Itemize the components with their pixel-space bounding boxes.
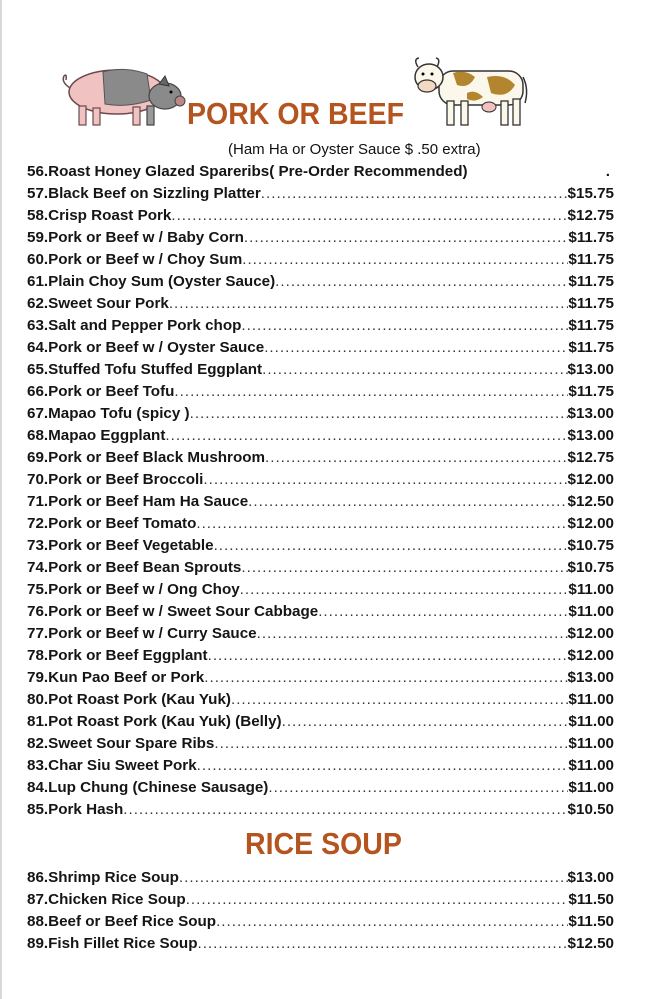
menu-item-price: $12.50 bbox=[567, 935, 614, 952]
menu-item bbox=[27, 579, 614, 601]
dot-leader bbox=[268, 777, 568, 799]
dot-leader bbox=[214, 733, 568, 755]
menu-item bbox=[27, 755, 614, 777]
menu-item-price: $11.00 bbox=[568, 713, 614, 730]
menu-item-name: 67.Mapao Tofu (spicy ) bbox=[27, 405, 190, 422]
menu-item-price: $12.00 bbox=[567, 647, 614, 664]
menu-item-price: $11.00 bbox=[568, 603, 614, 620]
menu-item-name: 57.Black Beef on Sizzling Platter bbox=[27, 185, 261, 202]
menu-item bbox=[27, 359, 614, 381]
cow-illustration bbox=[409, 55, 531, 129]
menu-item bbox=[27, 535, 614, 557]
menu-item-name: 85.Pork Hash bbox=[27, 801, 124, 818]
menu-item-name: 78.Pork or Beef Eggplant bbox=[27, 647, 208, 664]
menu-item bbox=[27, 227, 614, 249]
menu-item-name: 86.Shrimp Rice Soup bbox=[27, 869, 179, 886]
menu-item bbox=[27, 161, 614, 183]
dot-leader bbox=[208, 645, 568, 667]
menu-item-price: $10.75 bbox=[567, 559, 614, 576]
menu-item-name: 80.Pot Roast Pork (Kau Yuk) bbox=[27, 691, 231, 708]
menu-item-name: 69.Pork or Beef Black Mushroom bbox=[27, 449, 266, 466]
menu-item-name: 58.Crisp Roast Pork bbox=[27, 207, 172, 224]
menu-item-name: 59.Pork or Beef w / Baby Corn bbox=[27, 229, 244, 246]
menu-item bbox=[27, 491, 614, 513]
menu-item-price: $12.00 bbox=[567, 515, 614, 532]
menu-item bbox=[27, 249, 614, 271]
menu-item-name: 62.Sweet Sour Pork bbox=[27, 295, 169, 312]
rice-soup-menu-list bbox=[27, 867, 614, 955]
menu-item-name: 82.Sweet Sour Spare Ribs bbox=[27, 735, 215, 752]
section-title-pork-or-beef: PORK OR BEEF bbox=[187, 96, 405, 131]
dot-leader bbox=[282, 711, 569, 733]
menu-item-price: $11.75 bbox=[568, 273, 614, 290]
menu-item-price: $11.00 bbox=[568, 757, 614, 774]
menu-item-name: 61.Plain Choy Sum (Oyster Sauce) bbox=[27, 273, 276, 290]
dot-leader bbox=[262, 359, 567, 381]
menu-item-price: $11.50 bbox=[568, 913, 614, 930]
dot-leader bbox=[265, 447, 568, 469]
menu-item-price: $15.75 bbox=[567, 185, 614, 202]
menu-item-name: 89.Fish Fillet Rice Soup bbox=[27, 935, 198, 952]
menu-item bbox=[27, 911, 614, 933]
menu-item bbox=[27, 601, 614, 623]
dot-leader bbox=[196, 513, 567, 535]
menu-item-price: $11.75 bbox=[568, 229, 614, 246]
menu-item-name: 77.Pork or Beef w / Curry Sauce bbox=[27, 625, 257, 642]
dot-leader bbox=[242, 249, 568, 271]
menu-item-price: $13.00 bbox=[567, 869, 614, 886]
menu-item-name: 83.Char Siu Sweet Pork bbox=[27, 757, 197, 774]
menu-item-price: $10.50 bbox=[567, 801, 614, 818]
menu-item bbox=[27, 447, 614, 469]
menu-item-price: $11.75 bbox=[568, 251, 614, 268]
dot-leader bbox=[123, 799, 567, 821]
menu-item bbox=[27, 381, 614, 403]
menu-item bbox=[27, 689, 614, 711]
pig-illustration bbox=[55, 64, 189, 128]
menu-item-price: $11.75 bbox=[568, 295, 614, 312]
menu-item-name: 72.Pork or Beef Tomato bbox=[27, 515, 197, 532]
menu-item-price: $11.00 bbox=[568, 779, 614, 796]
dot-leader bbox=[244, 227, 568, 249]
menu-item-price: $10.75 bbox=[567, 537, 614, 554]
dot-leader bbox=[216, 911, 568, 933]
menu-item bbox=[27, 711, 614, 733]
menu-item bbox=[27, 293, 614, 315]
menu-item bbox=[27, 799, 614, 821]
menu-item bbox=[27, 889, 614, 911]
menu-item bbox=[27, 733, 614, 755]
menu-item bbox=[27, 557, 614, 579]
dot-leader bbox=[264, 337, 568, 359]
menu-item-price: $12.75 bbox=[567, 449, 614, 466]
menu-item-price: $11.75 bbox=[568, 317, 614, 334]
menu-item bbox=[27, 623, 614, 645]
menu-item-price: $12.00 bbox=[567, 625, 614, 642]
dot-leader bbox=[231, 689, 568, 711]
menu-item bbox=[27, 271, 614, 293]
menu-item-name: 87.Chicken Rice Soup bbox=[27, 891, 186, 908]
menu-item-name: 65.Stuffed Tofu Stuffed Eggplant bbox=[27, 361, 263, 378]
menu-item bbox=[27, 425, 614, 447]
dot-leader bbox=[186, 889, 569, 911]
dot-leader bbox=[197, 755, 569, 777]
dot-leader bbox=[241, 315, 568, 337]
menu-item-name: 75.Pork or Beef w / Ong Choy bbox=[27, 581, 240, 598]
menu-item-price: $11.00 bbox=[568, 581, 614, 598]
dot-leader bbox=[171, 205, 567, 227]
menu-item-price: $12.50 bbox=[567, 493, 614, 510]
dot-leader bbox=[257, 623, 568, 645]
menu-item-name: 66.Pork or Beef Tofu bbox=[27, 383, 175, 400]
menu-item-name: 56.Roast Honey Glazed Spareribs( Pre-Order Recommended) bbox=[27, 163, 468, 180]
section-title-rice-soup: RICE SOUP bbox=[245, 826, 402, 861]
dot-leader bbox=[240, 579, 569, 601]
menu-item-price: $13.00 bbox=[567, 361, 614, 378]
dot-leader bbox=[179, 867, 568, 889]
menu-item-price: $11.00 bbox=[568, 691, 614, 708]
menu-item-name: 70.Pork or Beef Broccoli bbox=[27, 471, 204, 488]
dot-leader bbox=[203, 469, 567, 491]
menu-item-price: $12.75 bbox=[567, 207, 614, 224]
menu-item-name: 68.Mapao Eggplant bbox=[27, 427, 166, 444]
menu-item-name: 76.Pork or Beef w / Sweet Sour Cabbage bbox=[27, 603, 319, 620]
menu-item bbox=[27, 403, 614, 425]
menu-item-price: $12.00 bbox=[567, 471, 614, 488]
menu-item-name: 74.Pork or Beef Bean Sprouts bbox=[27, 559, 242, 576]
dot-leader bbox=[241, 557, 567, 579]
dot-leader bbox=[165, 425, 567, 447]
menu-item bbox=[27, 513, 614, 535]
dot-leader bbox=[169, 293, 569, 315]
menu-item-price: $11.50 bbox=[568, 891, 614, 908]
dot-leader bbox=[248, 491, 567, 513]
menu-item bbox=[27, 667, 614, 689]
page-edge bbox=[0, 0, 2, 999]
menu-item bbox=[27, 337, 614, 359]
menu-item-name: 84.Lup Chung (Chinese Sausage) bbox=[27, 779, 269, 796]
menu-item bbox=[27, 183, 614, 205]
menu-item bbox=[27, 645, 614, 667]
menu-item-price: $13.00 bbox=[567, 669, 614, 686]
menu-item-name: 60.Pork or Beef w / Choy Sum bbox=[27, 251, 243, 268]
menu-item bbox=[27, 777, 614, 799]
menu-item-price: $13.00 bbox=[567, 427, 614, 444]
menu-item-name: 88.Beef or Beef Rice Soup bbox=[27, 913, 217, 930]
menu-item bbox=[27, 315, 614, 337]
menu-item-name: 79.Kun Pao Beef or Pork bbox=[27, 669, 205, 686]
menu-item-price: $13.00 bbox=[567, 405, 614, 422]
menu-item bbox=[27, 867, 614, 889]
dot-leader bbox=[214, 535, 568, 557]
menu-item-price: $11.75 bbox=[568, 383, 614, 400]
menu-item-name: 81.Pot Roast Pork (Kau Yuk) (Belly) bbox=[27, 713, 282, 730]
dot-leader bbox=[174, 381, 568, 403]
menu-item bbox=[27, 933, 614, 955]
menu-item-name: 63.Salt and Pepper Pork chop bbox=[27, 317, 242, 334]
menu-item bbox=[27, 205, 614, 227]
dot-leader bbox=[318, 601, 568, 623]
menu-item-name: 73.Pork or Beef Vegetable bbox=[27, 537, 214, 554]
menu-item bbox=[27, 469, 614, 491]
menu-item-price: . bbox=[605, 163, 610, 180]
extra-charge-note: (Ham Ha or Oyster Sauce $ .50 extra) bbox=[228, 141, 481, 158]
dot-leader bbox=[197, 933, 567, 955]
dot-leader bbox=[204, 667, 567, 689]
menu-item-price: $11.75 bbox=[568, 339, 614, 356]
menu-item-name: 71.Pork or Beef Ham Ha Sauce bbox=[27, 493, 249, 510]
pork-beef-menu-list bbox=[27, 161, 614, 821]
dot-leader bbox=[190, 403, 568, 425]
menu-item-name: 64.Pork or Beef w / Oyster Sauce bbox=[27, 339, 265, 356]
menu-item-price: $11.00 bbox=[568, 735, 614, 752]
dot-leader bbox=[261, 183, 568, 205]
dot-leader bbox=[275, 271, 568, 293]
